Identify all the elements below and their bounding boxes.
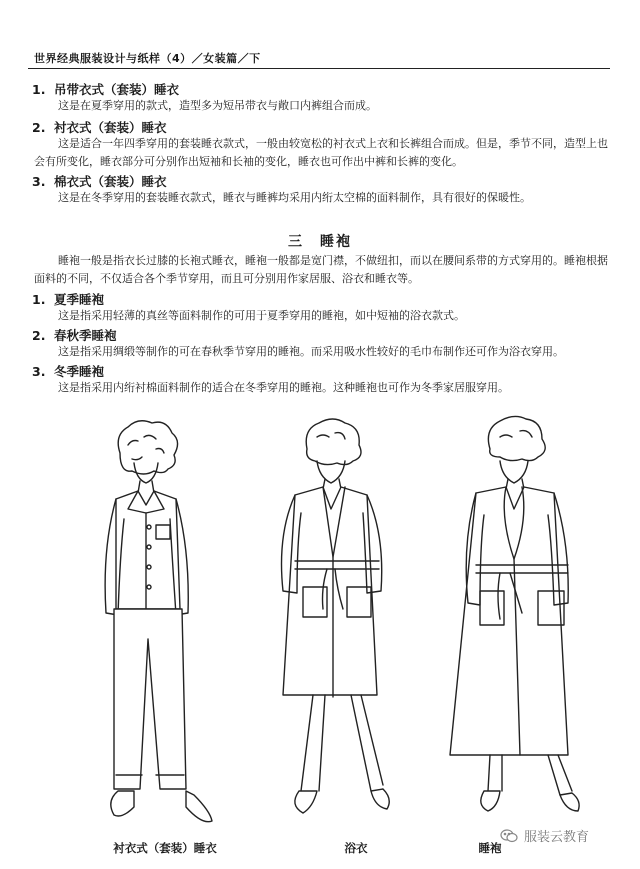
caption-pajama-set: 衬衣式（套装）睡衣 — [113, 841, 217, 855]
section-title: 三 睡袍 — [288, 234, 352, 250]
item-title-winter: 3. 冬季睡袍 — [32, 364, 105, 379]
figure-pajama-set — [105, 421, 212, 822]
item-title-camisole: 1. 吊带衣式（套装）睡衣 — [32, 82, 180, 97]
watermark — [500, 826, 589, 845]
section-intro: 睡袍一般是指衣长过膝的长袍式睡衣，睡袍一般都是宽门襟，不做纽扣，而以在腰间系带的方式穿用的。睡袍根据面料的不同，不仅适合各个季节穿用，而且可分别用作家居服、浴衣和睡衣等。 — [34, 254, 608, 285]
item-text-spring: 这是指采用绸缎等制作的可在春秋季节穿用的睡袍。而采用吸水性较好的毛巾布制作还可作为浴衣穿用。 — [58, 345, 564, 358]
item-text-cotton: 这是在冬季穿用的套装睡衣款式，睡衣与睡裤均采用内绗太空棉的面料制作，具有很好的保暖性。 — [58, 191, 531, 204]
figure-bathrobe — [282, 419, 390, 813]
item-text-camisole: 这是在夏季穿用的款式，造型多为短吊带衣与敞口内裤组合而成。 — [58, 99, 377, 112]
figure-robe — [450, 416, 579, 811]
item-text-winter: 这是指采用内绗衬棉面料制作的适合在冬季穿用的睡袍。这种睡袍也可作为冬季家居服穿用。 — [58, 381, 509, 394]
item-title-shirt: 2. 衬衣式（套装）睡衣 — [32, 120, 167, 135]
caption-bathrobe: 浴衣 — [344, 841, 368, 855]
watermark-text: 服装云教育 — [524, 830, 590, 845]
item-text-shirt: 这是适合一年四季穿用的套装睡衣款式，一般由较宽松的衬衣式上衣和长裤组合而成。但是，季节不同，造型上也会有所变化，睡衣部分可分别作出短袖和长袖的变化，睡衣也可作出中裤和长裤的变化。 — [34, 137, 608, 168]
book-header: 世界经典服装设计与纸样（4）／女装篇／下 — [34, 52, 261, 65]
item-title-spring: 2. 春秋季睡袍 — [32, 328, 117, 343]
item-title-summer: 1. 夏季睡袍 — [32, 292, 105, 307]
item-title-cotton: 3. 棉衣式（套装）睡衣 — [32, 174, 167, 189]
wechat-icon — [500, 829, 518, 843]
item-text-summer: 这是指采用轻薄的真丝等面料制作的可用于夏季穿用的睡袍，如中短袖的浴衣款式。 — [58, 309, 465, 322]
garment-illustrations — [70, 415, 610, 835]
caption-robe: 睡袍 — [478, 841, 502, 855]
header-rule — [28, 68, 610, 69]
